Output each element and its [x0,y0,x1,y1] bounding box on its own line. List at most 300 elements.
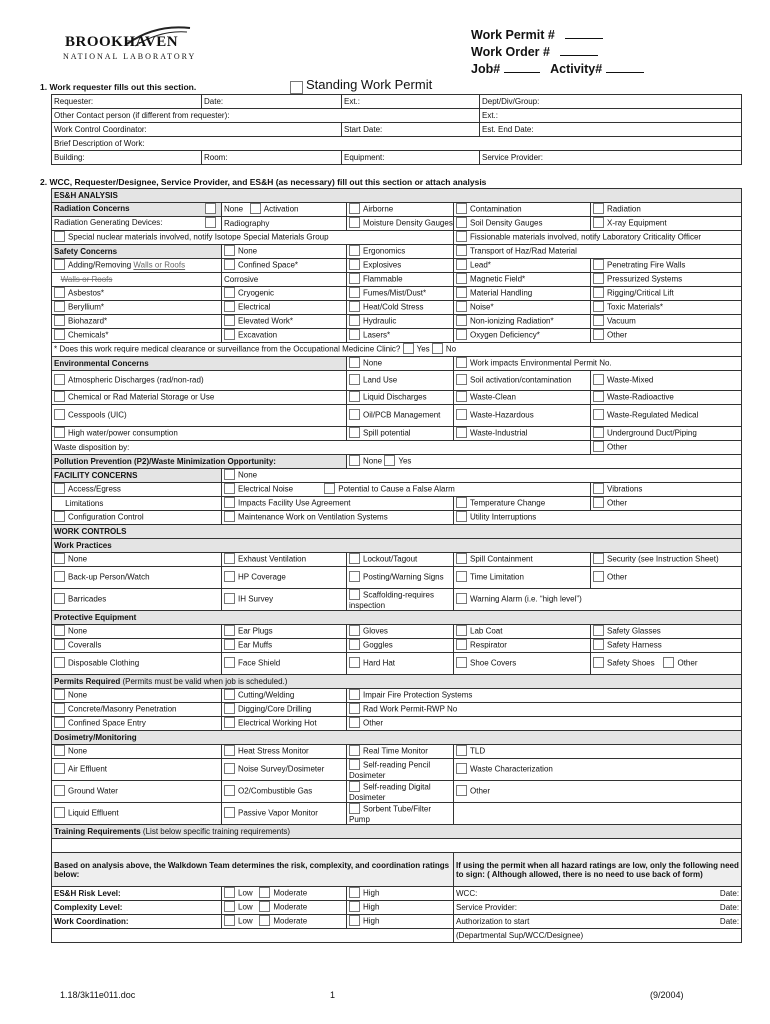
safety-label-1-1: Explosives [363,260,402,270]
ppe-checkbox-1-0[interactable] [54,639,65,650]
dosi-checkbox-2-2[interactable] [349,781,360,792]
coordination-high-checkbox[interactable] [349,915,360,926]
practice-label-2-3: Warning Alarm (i.e. “high level”) [470,594,582,604]
nuclear-label: Special nuclear materials involved, notify Isotope Special Materials Group [68,232,329,242]
dosi-cell-2-2 [347,781,454,803]
rad-contamination-checkbox[interactable] [456,203,467,214]
env-label-3-1: Spill potential [363,428,411,438]
facility-row1 [222,483,591,497]
safety-checkbox-3-3[interactable] [593,287,604,298]
safety-checkbox-5-0[interactable] [224,315,235,326]
designee-spacer [52,929,454,943]
fissionable-label: Fissionable materials involved, notify Laboratory Criticality Officer [470,232,702,242]
env-checkbox-0-2[interactable] [456,374,467,385]
env-checkbox-3-0[interactable] [54,427,65,438]
coordination-high-label: High [363,916,380,926]
building-label: Building: [54,152,85,162]
standing-permit-checkbox[interactable] [290,81,303,94]
env-other-checkbox[interactable] [593,441,604,452]
dosi-checkbox-0-3[interactable] [456,745,467,756]
practice-cell-0-1 [222,553,347,567]
env-label-0-2: Soil activation/contamination [470,375,572,385]
ppe-label-0-1: Ear Plugs [238,626,273,636]
env-none-label: None [363,358,383,368]
rating-high-2 [347,915,454,929]
complexity-high-checkbox[interactable] [349,901,360,912]
env-cell-1-3 [591,391,742,405]
safety-checkbox-5-1[interactable] [349,315,360,326]
work-controls-header: WORK CONTROLS [52,525,742,539]
work-permit-field[interactable] [565,37,603,39]
safety-cell-4-1 [347,301,454,315]
section1-table [51,94,742,165]
elec-noise-checkbox[interactable] [224,483,235,494]
practice-checkbox-0-2[interactable] [349,553,360,564]
safety-checkbox-6-1[interactable] [349,329,360,340]
dosi-checkbox-1-2[interactable] [349,759,360,770]
config-checkbox[interactable] [54,511,65,522]
permit-checkbox-2-0[interactable] [54,717,65,728]
practice-checkbox-2-0[interactable] [54,593,65,604]
ppe-checkbox-0-3[interactable] [456,625,467,636]
training-entry[interactable] [52,839,742,853]
practice-cell-0-4 [591,553,742,567]
complexity-low-checkbox[interactable] [224,901,235,912]
sign-date-0: Date: [719,888,740,898]
permit-cell-1-2 [347,703,742,717]
job-field[interactable] [504,71,540,73]
room-field[interactable] [202,151,342,165]
safety-checkbox-2-3[interactable] [593,273,604,284]
safety-checkbox-6-0[interactable] [224,329,235,340]
permit-checkbox-1-1[interactable] [224,703,235,714]
facility-none-label: None [238,470,258,480]
risk-high-checkbox[interactable] [349,887,360,898]
work-order-label: Work Order # [471,45,550,59]
practice-checkbox-1-3[interactable] [456,571,467,582]
ppe-cell-0-3 [454,625,591,639]
practice-checkbox-0-0[interactable] [54,553,65,564]
dosi-checkbox-1-0[interactable] [54,763,65,774]
safety-col1-0 [52,259,222,273]
radiation-concerns-header [52,203,222,217]
biohazard-checkbox[interactable] [54,315,65,326]
safety-checkbox-3-0[interactable] [224,287,235,298]
safety-checkbox-0-2[interactable] [456,245,467,256]
wcc-field[interactable] [52,123,342,137]
safety-checkbox-1-3[interactable] [593,259,604,270]
permits-note: (Permits must be valid when job is scheduled.) [122,676,288,686]
risk-high-label: High [363,888,380,898]
practice-cell-1-2 [347,567,454,589]
practice-checkbox-2-3[interactable] [456,593,467,604]
env-label-1-2: Waste-Clean [470,392,516,402]
env-label-1-1: Liquid Discharges [363,392,427,402]
ext-label: Ext.: [344,96,361,106]
permit-checkbox-2-2[interactable] [349,717,360,728]
dosi-cell-3-0 [52,803,222,825]
limitations-label: Limitations [65,498,104,508]
coordination-moderate-checkbox[interactable] [259,915,270,926]
medical-no-checkbox[interactable] [432,343,443,354]
vibrations-checkbox[interactable] [593,483,604,494]
dosi-checkbox-2-1[interactable] [224,785,235,796]
practice-label-2-0: Barricades [68,594,107,604]
env-cell-3-3 [591,427,742,441]
safety-checkbox-4-0[interactable] [224,301,235,312]
safety-checkbox-4-3[interactable] [593,301,604,312]
medical-yes-checkbox[interactable] [403,343,414,354]
rad-airborne-label: Airborne [363,204,394,214]
rad-airborne-checkbox[interactable] [349,203,360,214]
rad-radiation-checkbox[interactable] [593,203,604,214]
practice-label-0-3: Spill Containment [470,554,533,564]
safety-label-1-2: Lead* [470,260,491,270]
ppe-cell-2-4 [591,653,742,675]
safety-checkbox-5-3[interactable] [593,315,604,326]
safety-checkbox-1-0[interactable] [224,259,235,270]
moisture-checkbox[interactable] [349,217,360,228]
dosi-checkbox-3-0[interactable] [54,807,65,818]
safety-cell-0-0 [222,245,347,259]
practice-checkbox-1-1[interactable] [224,571,235,582]
permit-label-0-1: Cutting/Welding [238,690,295,700]
complexity-moderate-checkbox[interactable] [259,901,270,912]
safety-label-0-1: Ergonomics [363,246,406,256]
false-alarm-checkbox[interactable] [324,483,335,494]
env-checkbox-2-3[interactable] [593,409,604,420]
ppe-checkbox-0-4[interactable] [593,625,604,636]
section1-title: 1. Work requester fills out this section. [40,82,197,92]
dosi-label-0-1: Heat Stress Monitor [238,746,309,756]
asbestos-checkbox[interactable] [54,287,65,298]
beryllium-checkbox[interactable] [54,301,65,312]
safety-checkbox-0-1[interactable] [349,245,360,256]
practice-checkbox-2-1[interactable] [224,593,235,604]
permit-label-0-2: Impair Fire Protection Systems [363,690,473,700]
facility-none-checkbox[interactable] [224,469,235,480]
maint-label: Maintenance Work on Ventilation Systems [238,512,388,522]
practice-checkbox-1-0[interactable] [54,571,65,582]
rad-contamination-label: Contamination [470,204,522,214]
ppe-checkbox-2-2[interactable] [349,657,360,668]
date-label: Date: [204,96,224,106]
dosi-checkbox-1-3[interactable] [456,763,467,774]
designee-cell: (Departmental Sup/WCC/Designee) [454,929,742,943]
env-checkbox-1-0[interactable] [54,391,65,402]
medical-no-label: No [445,344,457,354]
safety-label-3-2: Material Handling [470,288,533,298]
ppe-cell-2-3 [454,653,591,675]
safety-checkbox-1-2[interactable] [456,259,467,270]
env-permit-cell [454,357,742,371]
practice-checkbox-0-1[interactable] [224,553,235,564]
dept-field[interactable] [480,95,742,109]
requester-field[interactable] [52,95,202,109]
practice-label-0-4: Security (see Instruction Sheet) [607,554,719,564]
dosi-label-3-1: Passive Vapor Monitor [238,808,318,818]
rad-none-checkbox[interactable] [205,203,216,214]
waste-disposition-cell[interactable] [52,441,591,455]
safety-cell-4-3 [591,301,742,315]
p2-none-checkbox[interactable] [349,455,360,466]
dosimetry-header: Dosimetry/Monitoring [52,731,742,745]
safety-checkbox-4-1[interactable] [349,301,360,312]
ppe-checkbox-2-1[interactable] [224,657,235,668]
permit-checkbox-1-0[interactable] [54,703,65,714]
rating-label-1: Complexity Level: [52,901,222,915]
dosi-cell-2-0 [52,781,222,803]
utility-label: Utility Interruptions [470,512,537,522]
rad-gen-devices-label: Radiation Generating Devices: [54,218,163,227]
xray-checkbox[interactable] [593,217,604,228]
safety-label-0-2: Transport of Haz/Rad Material [470,246,577,256]
env-checkbox-0-3[interactable] [593,374,604,385]
practice-checkbox-0-4[interactable] [593,553,604,564]
ppe-cell-1-1 [222,639,347,653]
risk-low-checkbox[interactable] [224,887,235,898]
building-field[interactable] [52,151,202,165]
safety-cell-3-0 [222,287,347,301]
risk-moderate-checkbox[interactable] [259,887,270,898]
vibrations-cell [591,483,742,497]
env-checkbox-1-1[interactable] [349,391,360,402]
ppe-label-0-2: Gloves [363,626,388,636]
safety-checkbox-2-2[interactable] [456,273,467,284]
permit-checkbox-0-1[interactable] [224,689,235,700]
ppe-label-2-2: Hard Hat [363,658,396,668]
ext-field[interactable] [342,95,480,109]
safety-checkbox-2-1[interactable] [349,273,360,284]
activity-field[interactable] [606,71,644,73]
safety-checkbox-5-2[interactable] [456,315,467,326]
date-field[interactable] [202,95,342,109]
safety-checkbox-3-1[interactable] [349,287,360,298]
dosi-checkbox-0-1[interactable] [224,745,235,756]
chemicals-checkbox[interactable] [54,329,65,340]
radiography-label: Radiography [224,218,270,228]
beryllium-label: Beryllium* [68,302,105,312]
permit-label-1-2: Rad Work Permit-RWP No [363,704,458,714]
env-none-checkbox[interactable] [349,357,360,368]
ppe-label-0-3: Lab Coat [470,626,503,636]
ppe-checkbox-0-2[interactable] [349,625,360,636]
env-none-cell [347,357,454,371]
env-checkbox-2-2[interactable] [456,409,467,420]
footer-page: 1 [330,990,336,1000]
dosi-checkbox-3-2[interactable] [349,803,360,814]
sign-label-2: Authorization to start [456,916,530,926]
safety-label-6-0: Excavation [238,330,278,340]
dosi-checkbox-2-0[interactable] [54,785,65,796]
practice-label-1-4: Other [607,572,628,582]
standing-permit[interactable] [290,77,432,92]
env-cell-1-0 [52,391,347,405]
env-permit-checkbox[interactable] [456,357,467,368]
ext2-field[interactable] [480,109,742,123]
env-checkbox-1-2[interactable] [456,391,467,402]
ventilation-checkbox[interactable] [224,497,235,508]
bnl-logo [55,24,205,64]
ppe-checkbox-1-1[interactable] [224,639,235,650]
safety-label-5-0: Elevated Work* [238,316,293,326]
dosi-cell-0-1 [222,745,347,759]
brief-field[interactable] [52,137,742,151]
adding-removing-checkbox[interactable] [54,259,65,270]
practice-checkbox-2-2[interactable] [349,589,360,600]
soil-density-cell [454,217,591,231]
maint-checkbox[interactable] [224,511,235,522]
fissionable-cell [454,231,742,245]
brief-label: Brief Description of Work: [54,138,145,148]
practice-label-1-3: Time Limitation [470,572,524,582]
env-checkbox-0-1[interactable] [349,374,360,385]
env-checkbox-3-2[interactable] [456,427,467,438]
env-checkbox-2-1[interactable] [349,409,360,420]
ppe-label-2-0: Disposable Clothing [68,658,140,668]
safety-cell-6-2 [454,329,591,343]
p2-yes-checkbox[interactable] [384,455,395,466]
ppe-other-checkbox[interactable] [663,657,674,668]
permit-checkbox-0-0[interactable] [54,689,65,700]
nuclear-checkbox[interactable] [54,231,65,242]
ppe-cell-0-2 [347,625,454,639]
dosi-checkbox-3-1[interactable] [224,807,235,818]
safety-checkbox-3-2[interactable] [456,287,467,298]
ppe-checkbox-1-3[interactable] [456,639,467,650]
rating-high-0 [347,887,454,901]
ppe-cell-1-3 [454,639,591,653]
safety-cell-4-0 [222,301,347,315]
practice-cell-1-4 [591,567,742,589]
safety-checkbox-6-3[interactable] [593,329,604,340]
dosi-checkbox-0-2[interactable] [349,745,360,756]
safety-label-2-0: Corrosive [224,274,259,284]
risk-low-label: Low [238,888,253,898]
safety-cell-6-0 [222,329,347,343]
safety-checkbox-0-0[interactable] [224,245,235,256]
service-provider-field[interactable] [480,151,742,165]
safety-cell-1-3 [591,259,742,273]
service-provider-label: Service Provider: [482,152,543,162]
safety-checkbox-1-1[interactable] [349,259,360,270]
practice-checkbox-1-2[interactable] [349,571,360,582]
permit-cell-2-1 [222,717,347,731]
dosi-checkbox-1-1[interactable] [224,763,235,774]
ppe-label-1-3: Respirator [470,640,507,650]
sign-cell-1[interactable] [454,901,742,915]
safety-checkbox-6-2[interactable] [456,329,467,340]
env-cell-0-0 [52,371,347,391]
rad-activation-checkbox[interactable] [250,203,261,214]
soil-density-checkbox[interactable] [456,217,467,228]
start-date-field[interactable] [342,123,480,137]
logo-wordmark: BROOKHAVEN [65,34,179,50]
facility-none-cell [222,469,742,483]
dosi-cell-1-0 [52,759,222,781]
ppe-checkbox-2-4[interactable] [593,657,604,668]
safety-cell-5-3 [591,315,742,329]
dosi-checkbox-2-3[interactable] [456,785,467,796]
safety-label-2-3: Pressurized Systems [607,274,683,284]
ppe-other-label: Other [677,658,698,668]
safety-label-4-1: Heat/Cold Stress [363,302,424,312]
env-label-0-3: Waste-Mixed [607,375,654,385]
dosi-label-1-2: Self-reading Pencil Dosimeter [349,760,431,780]
permit-checkbox-0-2[interactable] [349,689,360,700]
ppe-label-0-4: Safety Glasses [607,626,661,636]
env-checkbox-3-3[interactable] [593,427,604,438]
temp-checkbox[interactable] [456,497,467,508]
ppe-checkbox-0-0[interactable] [54,625,65,636]
dosi-label-1-1: Noise Survey/Dosimeter [238,764,325,774]
ppe-checkbox-0-1[interactable] [224,625,235,636]
rad-none-label: None [224,204,244,214]
risk-moderate-label: Moderate [273,888,308,898]
env-label-0-0: Atmospheric Discharges (rad/non-rad) [68,375,204,385]
dosi-label-1-0: Air Effluent [68,764,107,774]
practice-label-2-2: Scaffolding-requires inspection [349,590,435,610]
practice-checkbox-0-3[interactable] [456,553,467,564]
work-order-field[interactable] [560,54,598,56]
ppe-cell-1-4 [591,639,742,653]
env-checkbox-0-0[interactable] [54,374,65,385]
end-date-field[interactable] [480,123,742,137]
dosi-checkbox-0-0[interactable] [54,745,65,756]
facility-other-checkbox[interactable] [593,497,604,508]
safety-cell-5-1 [347,315,454,329]
permit-checkbox-1-2[interactable] [349,703,360,714]
ppe-checkbox-2-0[interactable] [54,657,65,668]
safety-checkbox-4-2[interactable] [456,301,467,312]
sign-cell-0[interactable] [454,887,742,901]
env-checkbox-3-1[interactable] [349,427,360,438]
rating-label-0: ES&H Risk Level: [52,887,222,901]
xray-cell [591,217,742,231]
sign-date-2: Date: [719,916,740,926]
access-checkbox[interactable] [54,483,65,494]
p2-options [347,455,742,469]
other-contact-field[interactable] [52,109,480,123]
sign-cell-2[interactable] [454,915,742,929]
permit-checkbox-2-1[interactable] [224,717,235,728]
ppe-checkbox-2-3[interactable] [456,657,467,668]
env-checkbox-2-0[interactable] [54,409,65,420]
ppe-checkbox-1-4[interactable] [593,639,604,650]
dosi-label-0-3: TLD [470,746,486,756]
practice-checkbox-1-4[interactable] [593,571,604,582]
adding-removing-label: Adding/Removing [68,260,132,270]
dosi-label-2-0: Ground Water [68,786,118,796]
radiography-checkbox[interactable] [205,217,216,228]
ppe-checkbox-1-2[interactable] [349,639,360,650]
practice-label-2-1: IH Survey [238,594,274,604]
utility-checkbox[interactable] [456,511,467,522]
coordination-low-checkbox[interactable] [224,915,235,926]
practice-label-0-2: Lockout/Tagout [363,554,418,564]
chemicals-label: Chemicals* [68,330,109,340]
moisture-cell [347,217,454,231]
safety-label-6-3: Other [607,330,628,340]
dept-label: Dept/Div/Group: [482,96,540,106]
fissionable-checkbox[interactable] [456,231,467,242]
radiation-head-label: Radiation Concerns [54,204,130,213]
start-date-label: Start Date: [344,124,383,134]
equipment-field[interactable] [342,151,480,165]
env-checkbox-1-3[interactable] [593,391,604,402]
safety-label-3-3: Rigging/Critical Lift [607,288,674,298]
ppe-cell-2-0 [52,653,222,675]
